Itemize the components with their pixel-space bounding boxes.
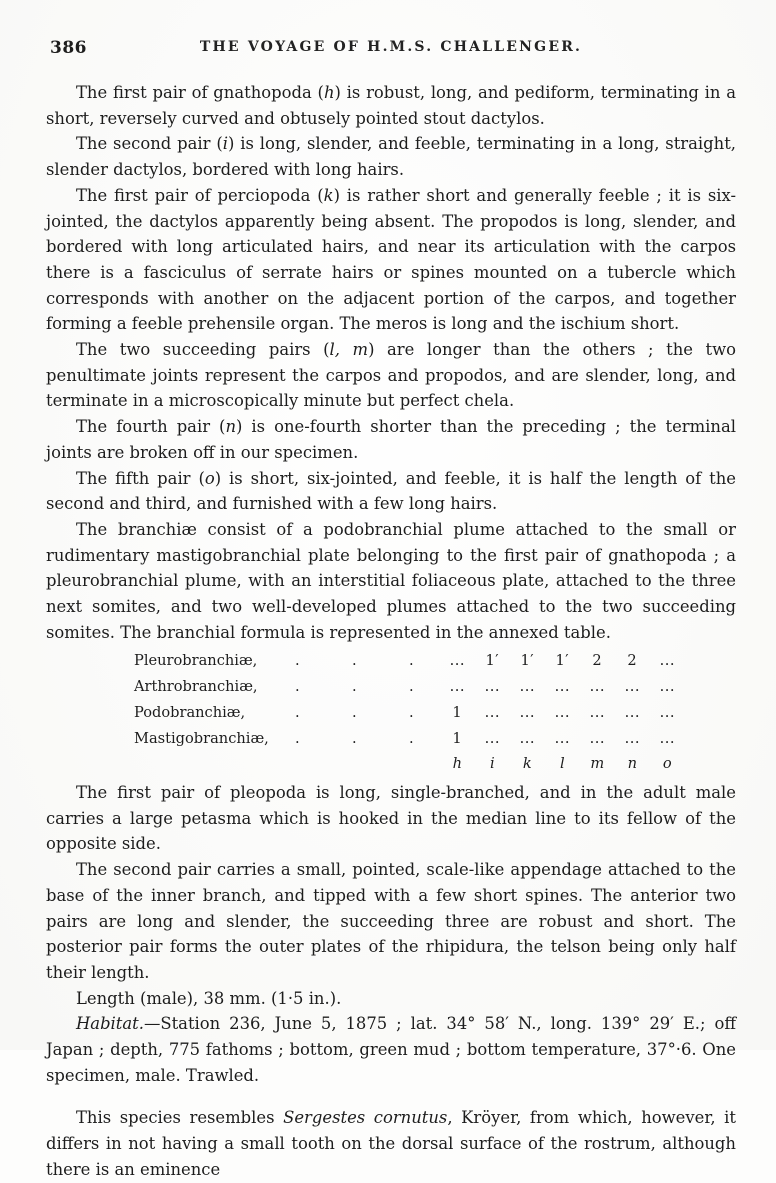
text-run: ) are longer than the others ; the two penultimate joints represent the carpos and propodos, and are slender, long, and terminate in a microscopically minute but perfect chela. (46, 340, 736, 411)
column-letter: i (489, 755, 495, 773)
body-text (46, 80, 736, 1183)
cell-value: ... (589, 703, 606, 721)
cell-value: ... (484, 678, 501, 696)
text-run: ) is short, six-jointed, and feeble, it is half the length of the second and third, and furnished with a few long hairs. (46, 468, 736, 514)
cell-value: ... (659, 678, 676, 696)
cell-value: ... (449, 652, 466, 670)
text-run: ) is one-fourth shorter than the preceding ; the terminal joints are broken off in our specimen. (46, 417, 736, 462)
leader-dot: . (408, 678, 414, 696)
italic-text-run: Habitat. (76, 1014, 144, 1034)
text-run: The second pair ( (76, 134, 223, 154)
cell-value: ... (484, 729, 501, 747)
cell-value: 1 (452, 703, 463, 721)
running-head (46, 36, 736, 60)
cell-value: ... (554, 729, 571, 747)
column-letter: l (559, 755, 565, 773)
italic-text-run: h (323, 83, 335, 102)
row-label (134, 751, 269, 777)
paragraph (46, 414, 736, 465)
cell-value: ... (484, 703, 501, 721)
leader-dot: . (294, 652, 300, 670)
text-run: —Station 236, June 5, 1875 ; lat. 34° 58′ N., long. 139° 29′ E.; off Japan ; depth, 775 fathoms ; bottom, green mud ; bottom temperature, 37°·6. One specimen, male. Trawled. (46, 1014, 736, 1085)
row-label: Arthrobranchiæ, (134, 678, 258, 696)
cell-value: 2 (592, 652, 603, 670)
text-run: ) is robust, long, and pediform, terminating in a short, reversely curved and obtusely pointed stout dactylos. (46, 83, 736, 128)
table-row (134, 726, 685, 752)
italic-text-run: l, m (329, 340, 369, 360)
cell-value: 1′ (485, 652, 500, 670)
cell-value: 1′ (520, 652, 535, 670)
text-run: This species resembles (76, 1108, 284, 1128)
column-letter: n (627, 755, 638, 773)
column-letters-row (134, 751, 685, 777)
text-run: The first pair of perciopoda ( (76, 185, 324, 205)
text-run: ) is rather short and generally feeble ; it is six-jointed, the dactylos apparently being absent. The propodos is long, slender, and bordered with long articulated hairs, and near its articulation with the carpos there is a fasciculus of serrate hairs or spines mounted on a tubercle which corresponds with another on the adjacent portion of the carpos, and together forming a feeble prehensile organ. The meros is long and the ischium short. (46, 185, 736, 334)
cell-value: ... (554, 703, 571, 721)
leader-dot: . (351, 729, 357, 747)
cell-value: ... (624, 678, 641, 696)
cell-value: ... (624, 729, 641, 747)
paragraph (46, 780, 736, 857)
page-title: THE VOYAGE OF H.M.S. CHALLENGER. (199, 39, 583, 55)
paragraph (46, 131, 736, 182)
cell-value: ... (519, 678, 536, 696)
branchial-formula-table (134, 648, 685, 777)
text-run: The first pair of pleopoda is long, single-branched, and in the adult male carries a large petasma which is hooked in the median line to its fellow of the opposite side. (46, 782, 736, 854)
cell-value: 1 (452, 729, 463, 747)
paragraph (46, 857, 736, 986)
text-run: , Kröyer, from which, however, it differs in not having a small tooth on the dorsal surface of the rostrum, although there is an eminence (46, 1108, 736, 1179)
column-letter: o (662, 755, 672, 773)
cell-value: ... (589, 729, 606, 747)
text-run: The two succeeding pairs ( (76, 340, 330, 360)
leader-dot: . (408, 652, 414, 670)
leader-dot (383, 751, 440, 777)
paragraph (46, 517, 736, 646)
cell-value: ... (659, 652, 676, 670)
leader-dot: . (294, 678, 300, 696)
paragraph (46, 986, 736, 1012)
text-run: The branchiæ consist of a podobranchial plume attached to the small or rudimentary mastigobranchial plate belonging to the first pair of gnathopoda ; a pleurobranchial plume, with an interstitial foliaceous plate, attached to the three next somites, and two well-developed plumes attached to the two succeeding somites. The branchial formula is represented in the annexed table. (46, 519, 736, 642)
cell-value: ... (659, 703, 676, 721)
text-run: The first pair of gnathopoda ( (76, 83, 324, 102)
table-row (134, 674, 685, 700)
cell-value: ... (589, 678, 606, 696)
leader-dot: . (408, 729, 414, 747)
page-number: 386 (50, 38, 87, 58)
column-letter: h (452, 755, 463, 773)
cell-value: 2 (627, 652, 638, 670)
leader-dot: . (294, 703, 300, 721)
text-run: The second pair carries a small, pointed, scale-like appendage attached to the base of the inner branch, and tipped with a few short spines. The anterior two pairs are long and slender, the succeeding three are robust and short. The posterior pair forms the outer plates of the rhipidura, the telson being only half their length. (46, 860, 736, 982)
leader-dot (269, 751, 326, 777)
text-run: The fourth pair ( (76, 417, 226, 437)
leader-dot: . (351, 703, 357, 721)
paragraph (46, 80, 736, 131)
text-run: Length (male), 38 mm. (1·5 in.). (76, 988, 342, 1008)
leader-dot: . (294, 729, 300, 747)
column-letter: m (590, 755, 605, 773)
italic-text-run: n (225, 417, 237, 437)
row-label: Podobranchiæ, (134, 703, 246, 721)
leader-dot: . (351, 678, 357, 696)
paragraph (46, 466, 736, 517)
leader-dot: . (351, 652, 357, 670)
cell-value: ... (624, 703, 641, 721)
leader-dot: . (408, 703, 414, 721)
table-row (134, 648, 685, 674)
italic-text-run: o (204, 468, 215, 488)
paragraph (46, 1105, 736, 1182)
cell-value: ... (554, 678, 571, 696)
italic-text-run: Sergestes cornutus (283, 1108, 448, 1128)
row-label: Pleurobranchiæ, (134, 652, 258, 670)
cell-value: ... (519, 703, 536, 721)
row-label: Mastigobranchiæ, (134, 729, 269, 747)
paragraph (46, 337, 736, 414)
text-run: The fifth pair ( (76, 468, 205, 488)
column-letter: k (522, 755, 532, 773)
table-row (134, 700, 685, 726)
italic-text-run: k (323, 185, 334, 205)
leader-dot (326, 751, 383, 777)
cell-value: 1′ (555, 652, 570, 670)
italic-text-run: i (222, 134, 228, 154)
cell-value: ... (449, 678, 466, 696)
cell-value: ... (659, 729, 676, 747)
paragraph (46, 183, 736, 337)
cell-value: ... (519, 729, 536, 747)
text-run: ) is long, slender, and feeble, terminating in a long, straight, slender dactylos, bordered with long hairs. (46, 134, 736, 180)
